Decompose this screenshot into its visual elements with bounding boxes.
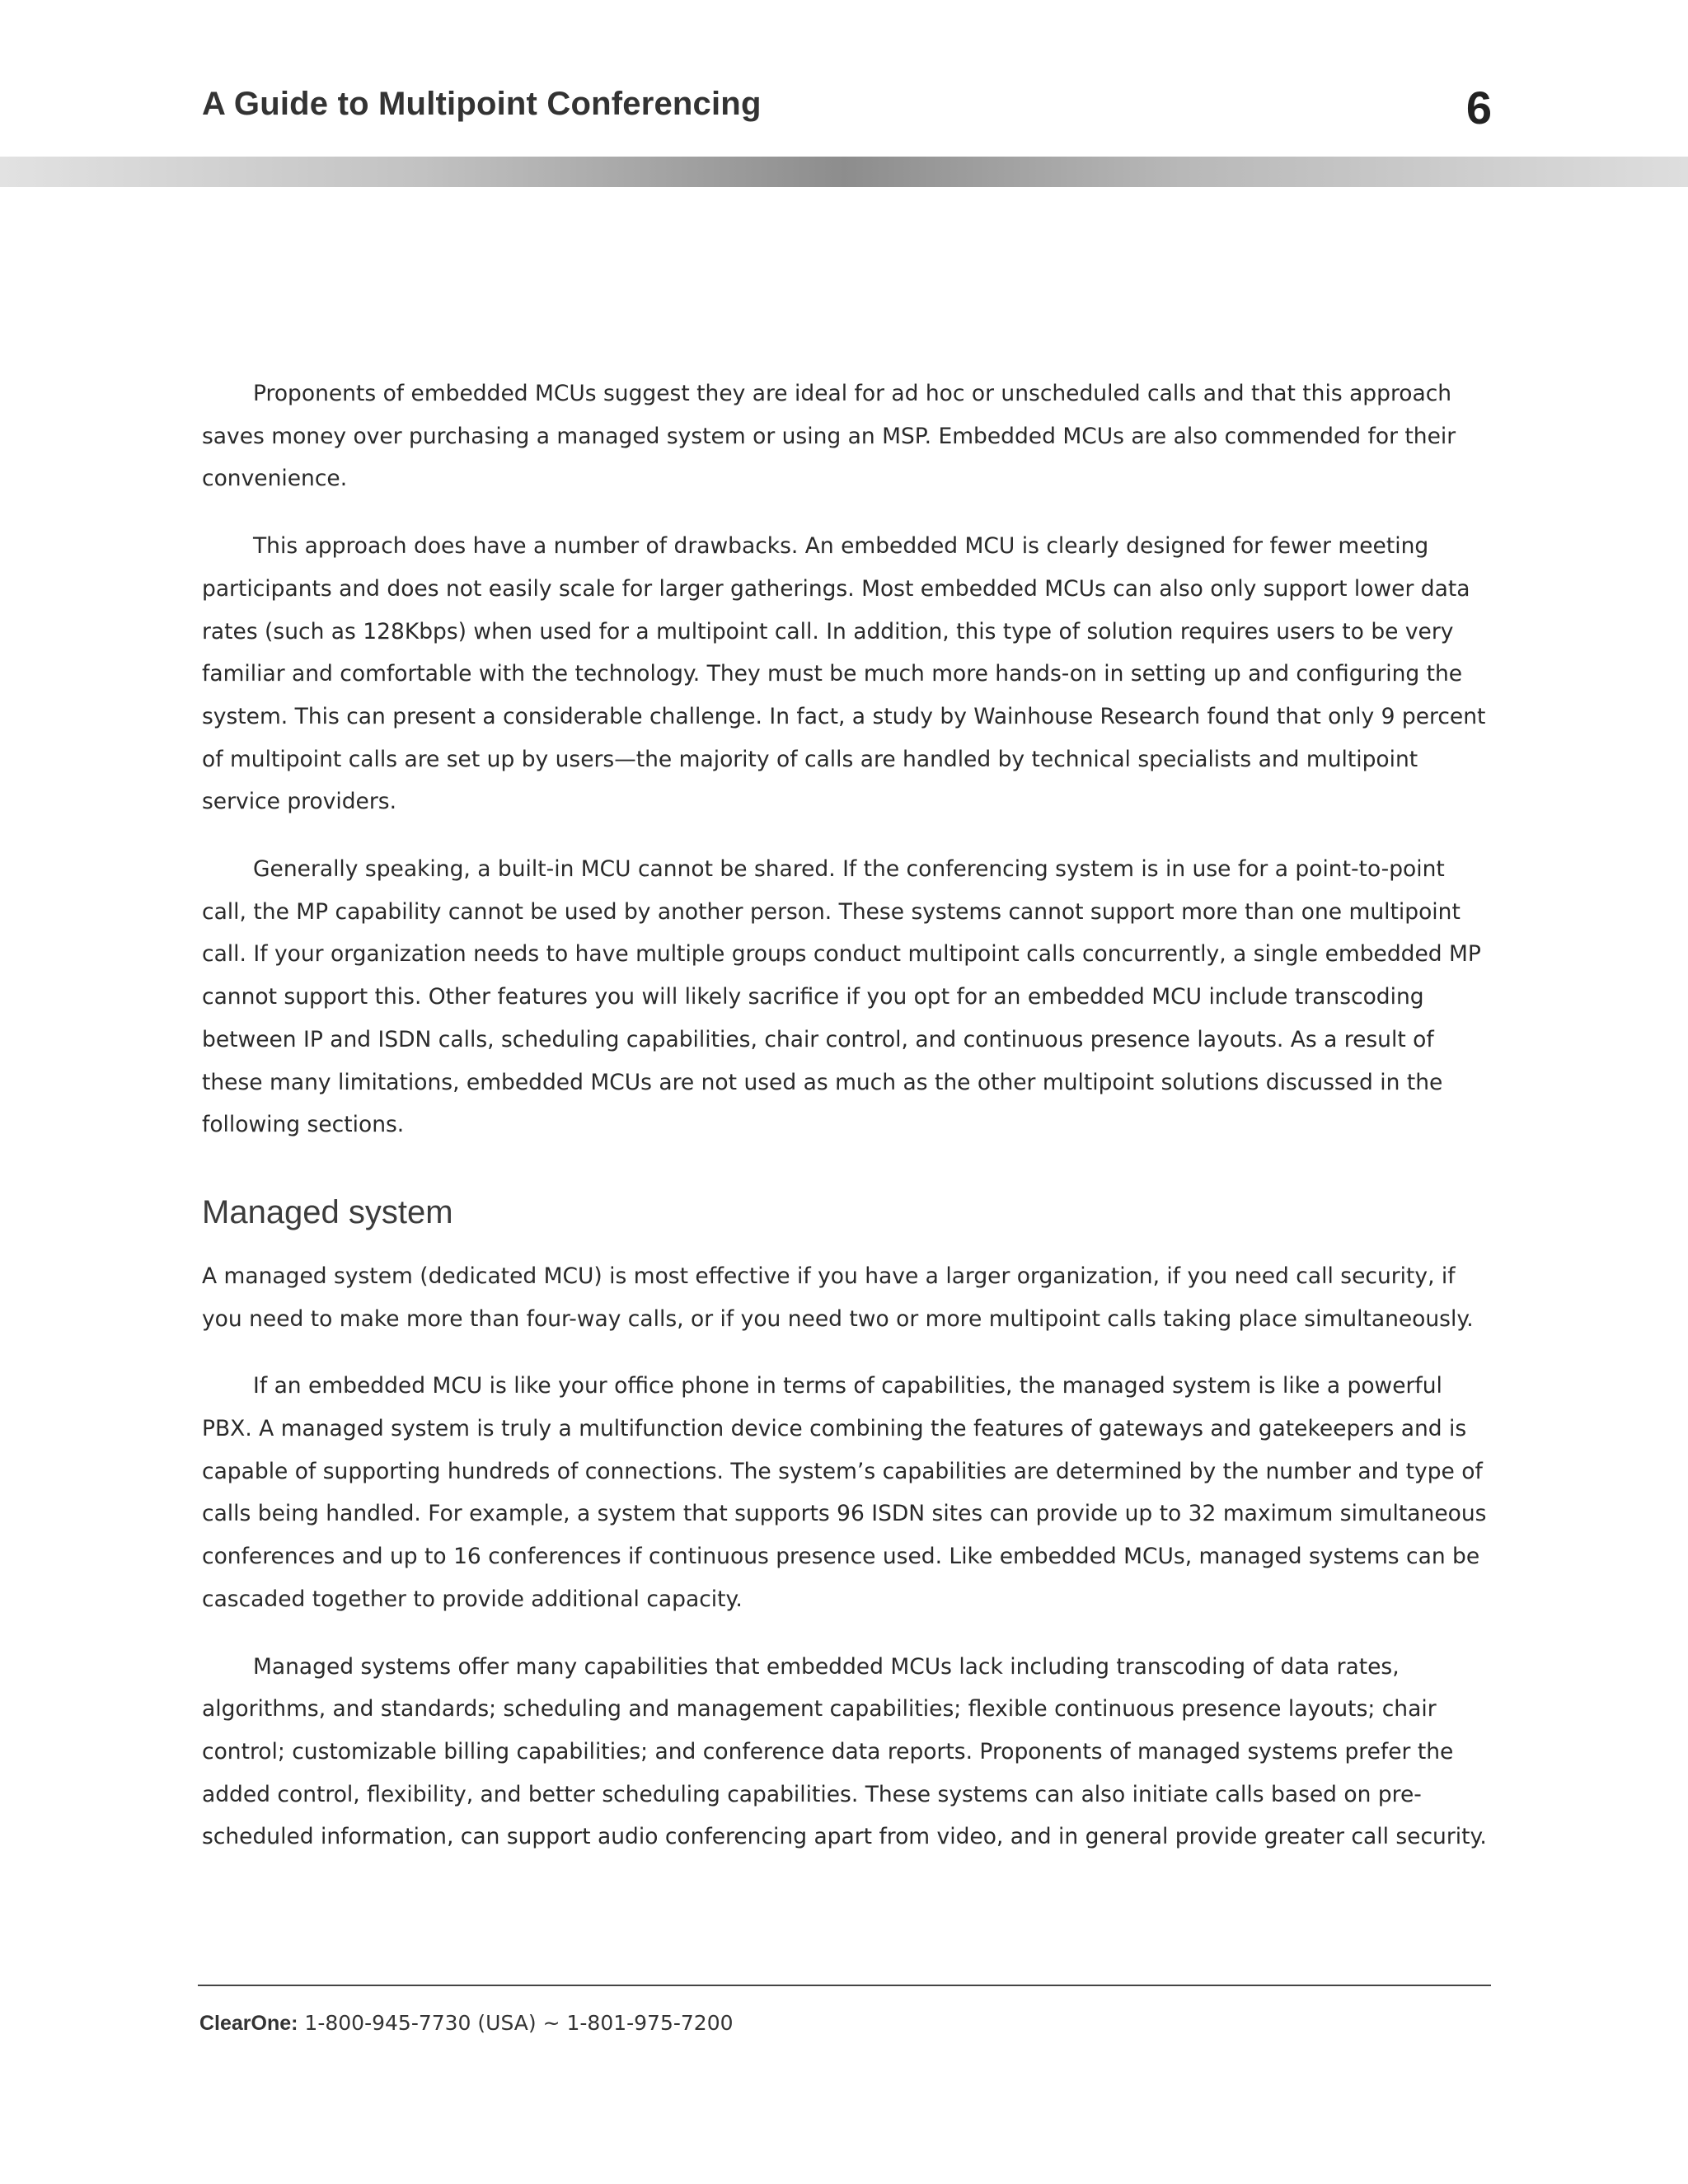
section-heading: Managed system <box>202 1193 453 1230</box>
body-paragraph: Proponents of embedded MCUs suggest they are ideal for ad hoc or unscheduled calls and that this approach saves money over purchasing a managed system or using an MSP. Embedded MCUs are also commended for their convenience. <box>202 381 1456 492</box>
body-paragraph: A managed system (dedicated MCU) is most effective if you have a larger organization, if you need call security, if you need to make more than four-way calls, or if you need two or more multipoint calls taking place simultaneously. <box>202 1263 1474 1332</box>
body-paragraph: This approach does have a number of drawbacks. An embedded MCU is clearly designed for fewer meeting participants and does not easily scale for larger gatherings. Most embedded MCUs can also only support lower data rates (such as 128Kbps) when used for a multipoint call. In addition, this type of solution requires users to be very familiar and comfortable with the technology. They must be much more hands-on in setting up and configuring the system. This can present a considerable challenge. In fact, a study by Wainhouse Research found that only 9 percent of multipoint calls are set up by users—the majority of calls are handled by technical specialists and multipoint service providers. <box>202 533 1486 815</box>
footer-brand: ClearOne: <box>199 2012 298 2035</box>
document-title: A Guide to Multipoint Conferencing <box>202 86 762 122</box>
footer-divider <box>198 1985 1491 1986</box>
footer-contact: 1-800-945-7730 (USA) ~ 1-801-975-7200 <box>298 2011 734 2035</box>
body-paragraph: If an embedded MCU is like your office phone in terms of capabilities, the managed system is like a powerful PBX. A managed system is truly a multifunction device combining the features of gateways and gatekeepers and is capable of supporting hundreds of connections. The system’s capabilities are determined by the number and type of calls being handled. For example, a system that supports 96 ISDN sites can provide up to 32 maximum simultaneous conferences and up to 16 conferences if continuous presence used. Like embedded MCUs, managed systems can be cascaded together to provide additional capacity. <box>202 1373 1487 1612</box>
body-paragraph: Managed systems offer many capabilities that embedded MCUs lack including transcoding of data rates, algorithms, and standards; scheduling and management capabilities; flexible continuous presence layouts; chair control; customizable billing capabilities; and conference data reports. Proponents of managed systems prefer the added control, flexibility, and better scheduling capabilities. These systems can also initiate calls based on pre-scheduled information, can support audio conferencing apart from video, and in general provide greater call security. <box>202 1653 1487 1850</box>
page-number: 6 <box>1465 82 1492 134</box>
body-paragraph: Generally speaking, a built-in MCU cannot be shared. If the conferencing system is in use for a point-to-point call, the MP capability cannot be used by another person. These systems cannot support more than one multipoint call. If your organization needs to have multiple groups conduct multipoint calls concurrently, a single embedded MP cannot support this. Other features you will likely sacrifice if you opt for an embedded MCU include transcoding between IP and ISDN calls, scheduling capabilities, chair control, and continuous presence layouts. As a result of these many limitations, embedded MCUs are not used as much as the other multipoint solutions discussed in the following sections. <box>202 856 1481 1138</box>
footer <box>199 2011 734 2036</box>
page-body <box>202 373 1488 1883</box>
header-gradient-band <box>0 157 1688 187</box>
